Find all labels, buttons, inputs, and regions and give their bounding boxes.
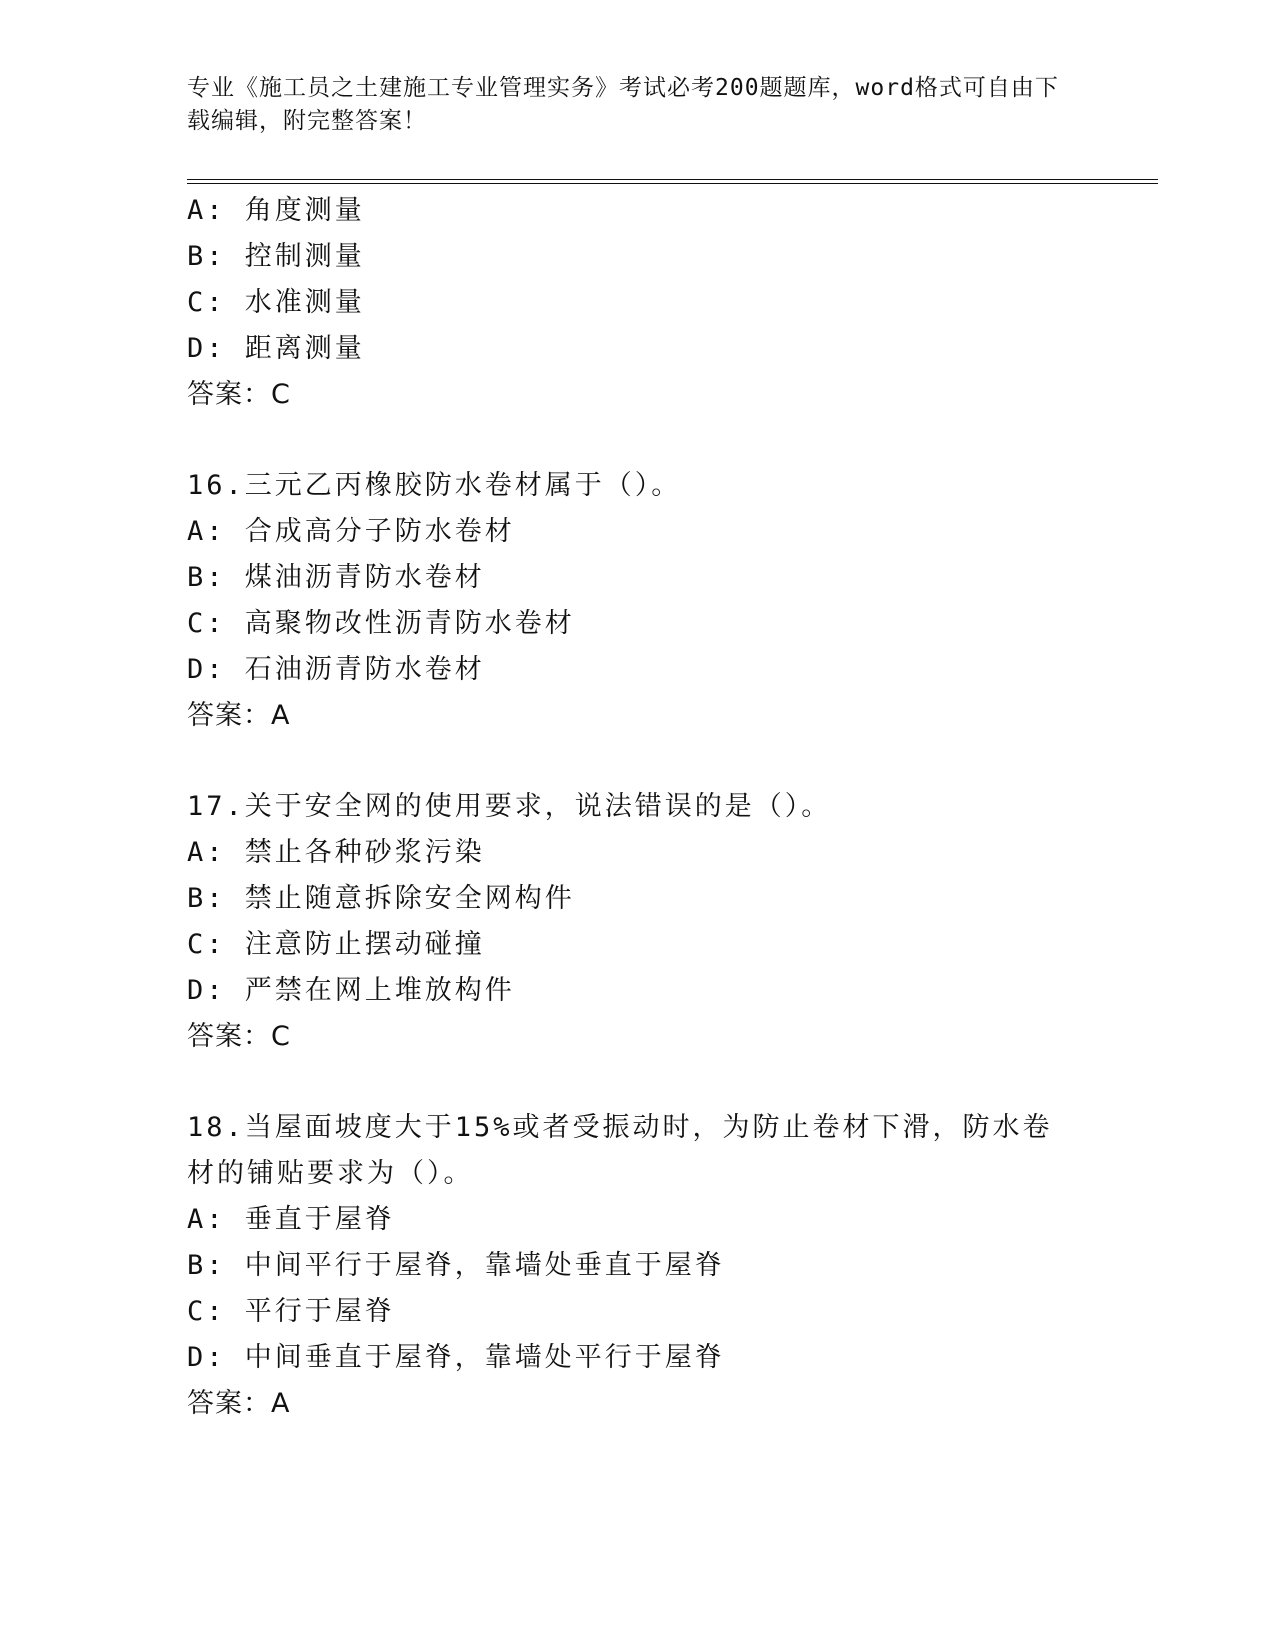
option-a: A: 角度测量 <box>187 195 365 226</box>
option-c: C: 高聚物改性沥青防水卷材 <box>187 608 575 639</box>
question-block-15 <box>187 188 1158 418</box>
option-d: D: 严禁在网上堆放构件 <box>187 975 515 1006</box>
option-a: A: 垂直于屋脊 <box>187 1204 395 1235</box>
question-block-16 <box>187 463 1158 739</box>
option-a: A: 禁止各种砂浆污染 <box>187 837 485 868</box>
question-block-17 <box>187 784 1158 1060</box>
option-b: B: 控制测量 <box>187 241 365 272</box>
question-text: 18.当屋面坡度大于15%或者受振动时，为防止卷材下滑，防水卷材的铺贴要求为（）。 <box>187 1112 1053 1189</box>
answer-line: 答案：A <box>187 1388 291 1419</box>
option-d: D: 石油沥青防水卷材 <box>187 654 485 685</box>
option-b: B: 禁止随意拆除安全网构件 <box>187 883 575 914</box>
option-c: C: 水准测量 <box>187 287 365 318</box>
answer-line: 答案：C <box>187 1021 291 1052</box>
option-d: D: 距离测量 <box>187 333 365 364</box>
option-d: D: 中间垂直于屋脊，靠墙处平行于屋脊 <box>187 1342 725 1373</box>
document-header: 专业《施工员之土建施工专业管理实务》考试必考200题题库，word格式可自由下载编辑，附完整答案！ <box>187 75 1059 134</box>
question-text: 16.三元乙丙橡胶防水卷材属于（）。 <box>187 470 682 501</box>
block-spacer <box>187 1060 1158 1105</box>
answer-line: 答案：A <box>187 700 291 731</box>
header-divider <box>187 179 1158 184</box>
question-text: 17.关于安全网的使用要求，说法错误的是（）。 <box>187 791 832 822</box>
question-list <box>187 188 1158 1427</box>
answer-line: 答案：C <box>187 379 291 410</box>
question-block-18 <box>187 1105 1158 1427</box>
option-a: A: 合成高分子防水卷材 <box>187 516 515 547</box>
block-spacer <box>187 418 1158 463</box>
block-spacer <box>187 739 1158 784</box>
option-b: B: 煤油沥青防水卷材 <box>187 562 485 593</box>
option-b: B: 中间平行于屋脊，靠墙处垂直于屋脊 <box>187 1250 725 1281</box>
option-c: C: 注意防止摆动碰撞 <box>187 929 485 960</box>
option-c: C: 平行于屋脊 <box>187 1296 395 1327</box>
